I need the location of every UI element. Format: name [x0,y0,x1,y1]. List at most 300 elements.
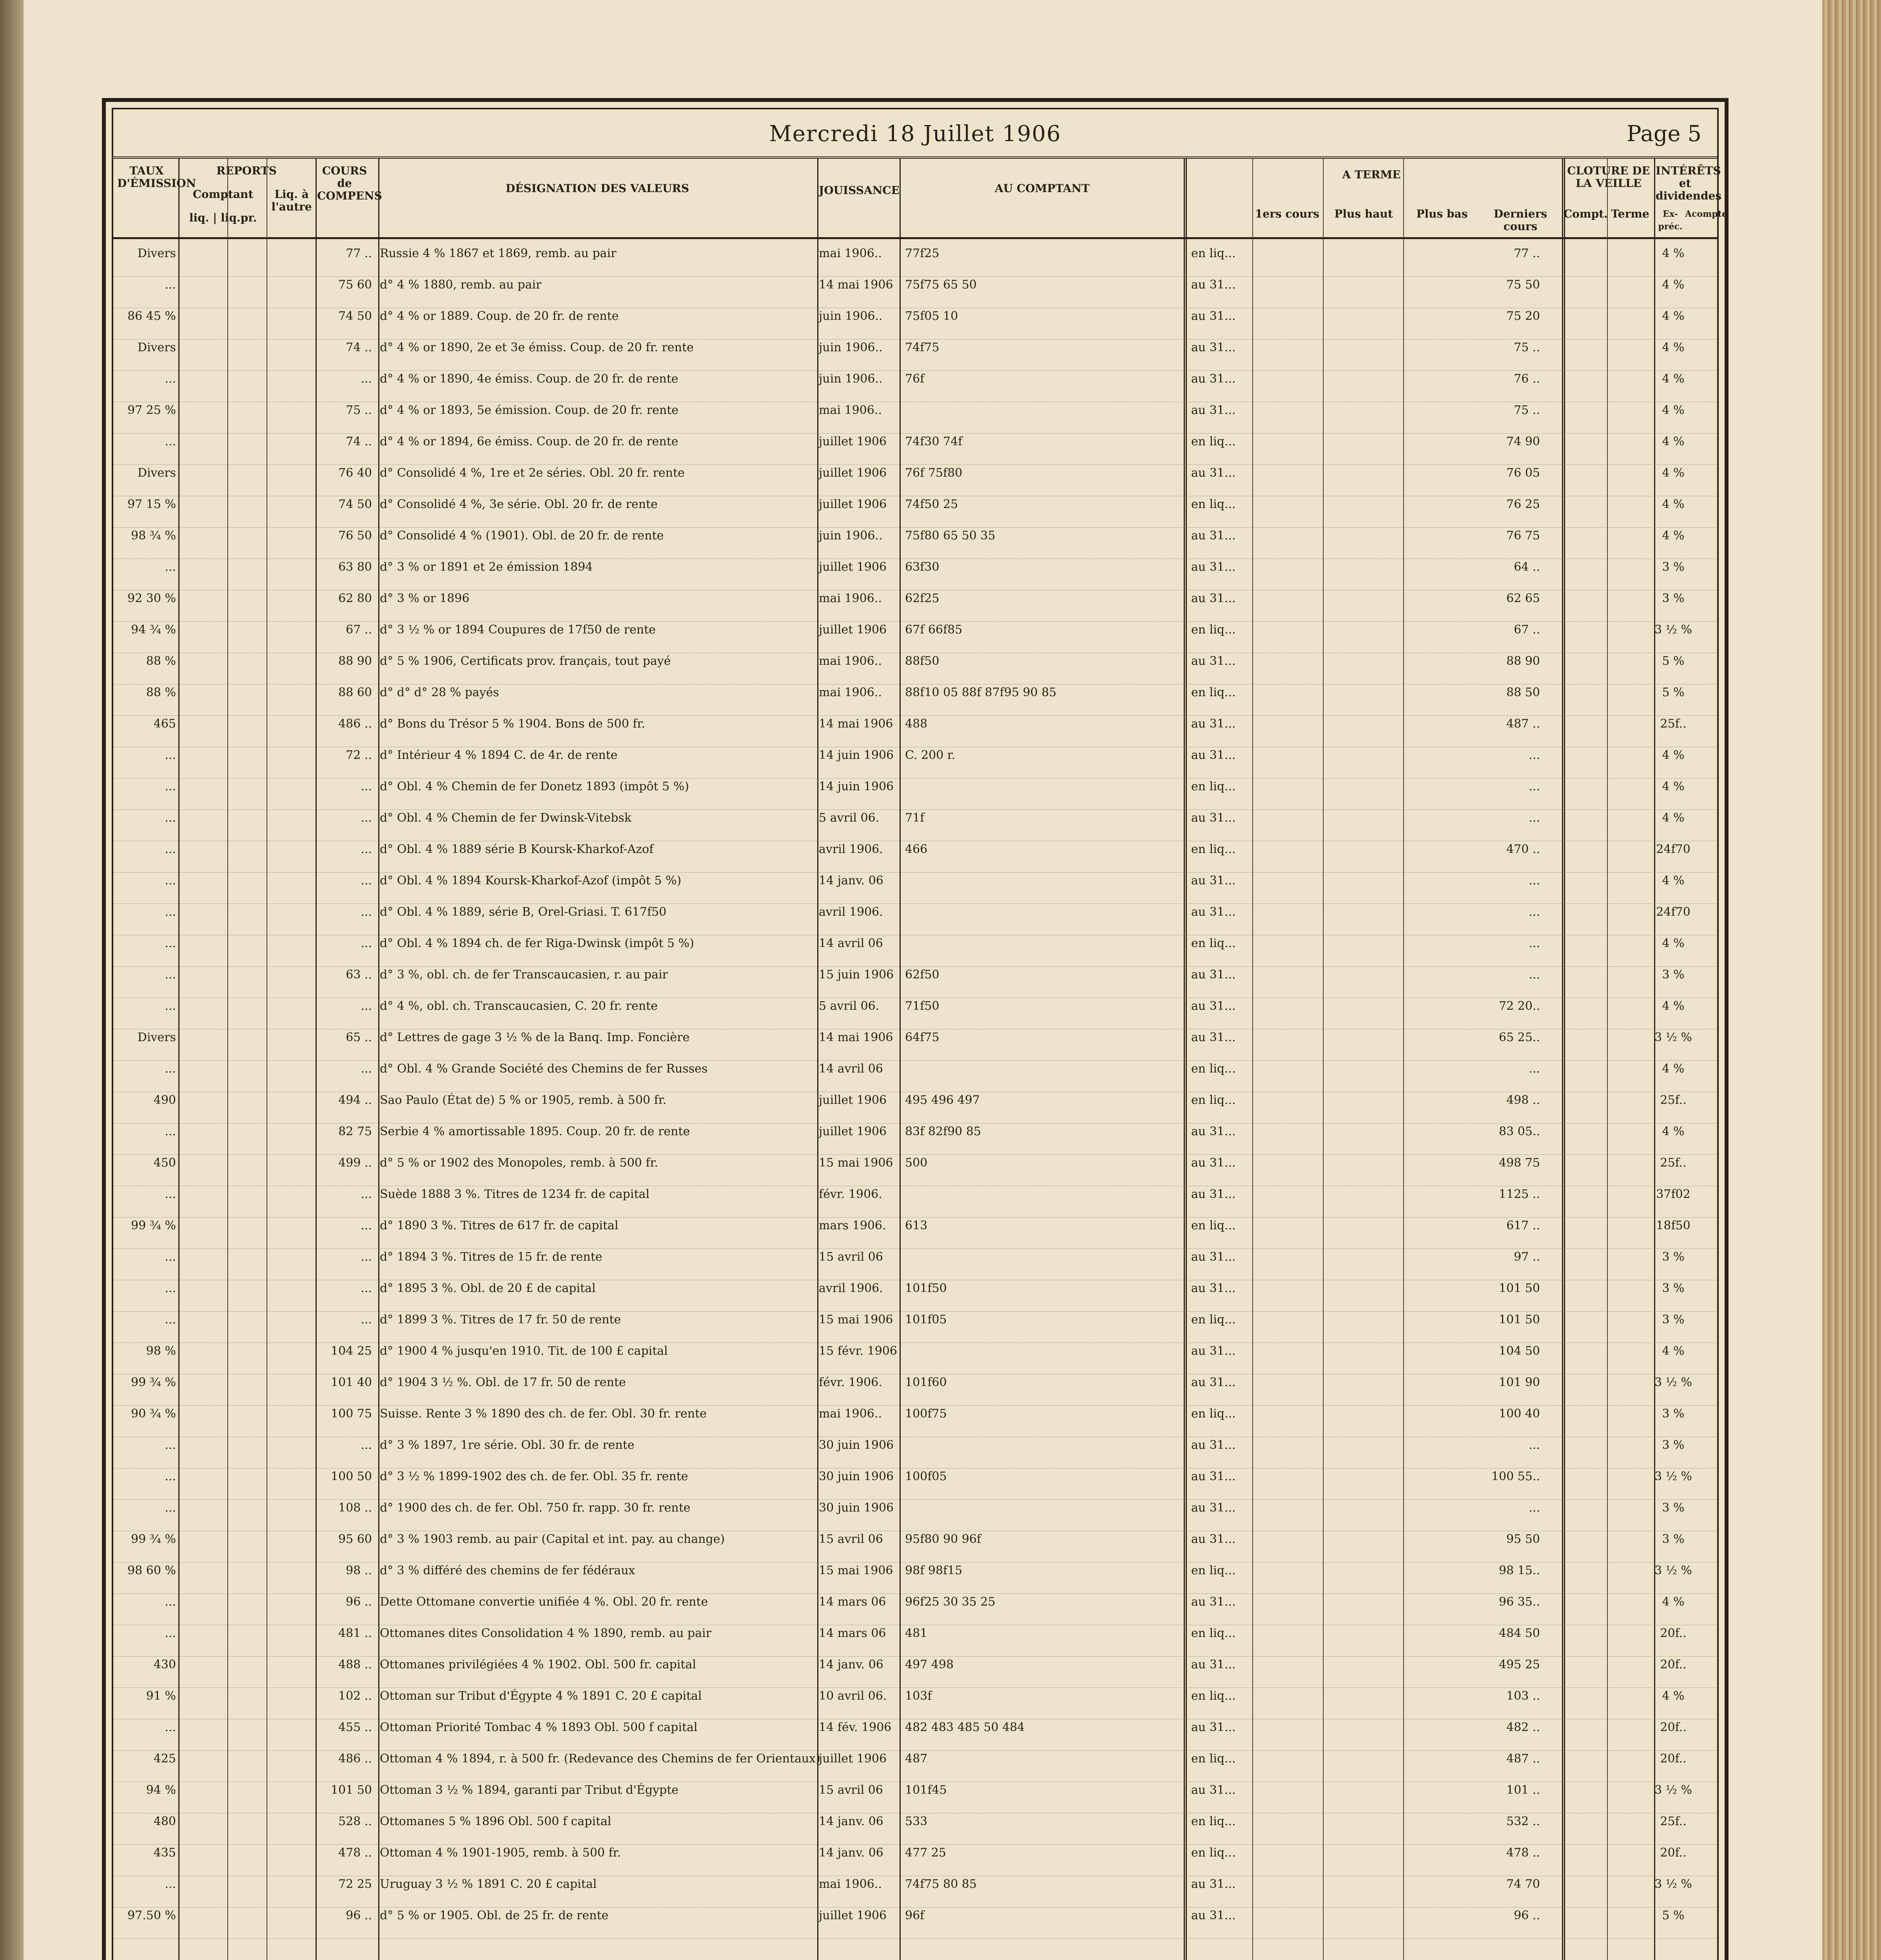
cloture-cell: 101 .. [1506,1783,1540,1797]
jouissance-cell: juillet 1906 [819,497,887,511]
cours-cell: 74 .. [346,341,372,354]
jouissance-cell: févr. 1906. [819,1376,882,1389]
interet-cell: 3 ½ % [1654,1470,1692,1483]
designation-cell: Uruguay 3 ½ % 1891 C. 20 £ capital [380,1877,597,1891]
liquidation-cell: au 31... [1191,560,1236,574]
jouissance-cell: mai 1906.. [819,654,882,668]
cours-cell: 88 90 [338,654,372,668]
interet-cell: 4 % [1662,874,1685,887]
liquidation-cell: au 31... [1191,1438,1236,1452]
jouissance-cell: 14 mars 06 [819,1626,886,1640]
cours-cell: 77 .. [346,247,372,260]
rate-cell: 86 45 % [127,309,176,323]
liquidation-cell: au 31... [1191,905,1236,919]
comptant-cell: 96f25 30 35 25 [905,1595,996,1609]
designation-cell: d° Consolidé 4 %, 1re et 2e séries. Obl. 20 fr. rente [380,466,685,480]
comptant-cell: C. 200 r. [905,748,956,762]
comptant-cell: 83f 82f90 85 [905,1125,981,1138]
liquidation-cell: en liq... [1191,1752,1236,1766]
cloture-cell: 75 20 [1506,309,1540,323]
cours-cell: 75 .. [346,403,372,417]
table-row [113,1901,1717,1939]
comptant-cell: 95f80 90 96f [905,1532,981,1546]
rate-cell: 99 ¾ % [131,1532,176,1546]
jouissance-cell: 15 avril 06 [819,1783,883,1797]
jouissance-cell: 15 mai 1906 [819,1156,893,1170]
comptant-cell: 76f 75f80 [905,466,963,480]
interet-cell: 3 % [1662,1501,1685,1515]
comptant-cell: 88f10 05 88f 87f95 90 85 [905,686,1057,699]
cloture-cell: 100 55.. [1491,1470,1540,1483]
cloture-cell: ... [1529,905,1540,919]
jouissance-cell: avril 1906. [819,1281,883,1295]
rate-cell: 94 ¾ % [131,623,176,637]
cloture-cell: 76 05 [1506,466,1540,480]
cloture-cell: 96 .. [1514,1909,1540,1922]
designation-cell: d° 4 % or 1890, 2e et 3e émiss. Coup. de 20 fr. rente [380,341,694,354]
liquidation-cell: au 31... [1191,1595,1236,1609]
jouissance-cell: 14 mai 1906 [819,1031,893,1044]
rate-cell: ... [165,1062,176,1076]
comptant-cell: 88f50 [905,654,940,668]
rate-cell: Divers [137,341,176,354]
designation-cell: d° Obl. 4 % Chemin de fer Donetz 1893 (impôt 5 %) [380,780,689,793]
liquidation-cell: en liq... [1191,1626,1236,1640]
jouissance-cell: 14 janv. 06 [819,1815,883,1828]
jouissance-cell: juin 1906.. [819,372,883,386]
interet-cell: 4 % [1662,435,1685,448]
jouissance-cell: juillet 1906 [819,1752,887,1766]
cloture-cell: 75 .. [1514,341,1540,354]
interet-cell: 20f.. [1660,1846,1687,1860]
interet-cell: 4 % [1662,780,1685,793]
cours-cell: 95 60 [338,1532,372,1546]
interet-cell: 3 ½ % [1654,623,1692,637]
liquidation-cell: au 31... [1191,654,1236,668]
designation-cell: Russie 4 % 1867 et 1869, remb. au pair [380,247,617,260]
comptant-cell: 488 [905,717,928,731]
comptant-cell: 613 [905,1219,928,1232]
cours-cell: 101 50 [331,1783,372,1797]
cloture-cell: 498 75 [1499,1156,1540,1170]
designation-cell: Ottomanes 5 % 1896 Obl. 500 f capital [380,1815,611,1828]
interet-cell: 4 % [1662,278,1685,292]
header-jouissance: JOUISSANCE [819,184,900,197]
cloture-cell: 95 50 [1506,1532,1540,1546]
cloture-cell: 484 50 [1499,1626,1540,1640]
designation-cell: d° Bons du Trésor 5 % 1904. Bons de 500 fr. [380,717,646,731]
rate-cell: ... [165,936,176,950]
liquidation-cell: au 31... [1191,529,1236,543]
comptant-cell: 98f 98f15 [905,1564,963,1577]
cours-cell: ... [361,842,372,856]
interet-cell: 5 % [1662,1909,1685,1922]
comptant-cell: 67f 66f85 [905,623,963,637]
cloture-cell: 96 35.. [1499,1595,1540,1609]
cours-cell: 494 .. [338,1093,372,1107]
jouissance-cell: 14 fév. 1906 [819,1720,892,1734]
cours-cell: 100 75 [331,1407,372,1421]
jouissance-cell: mai 1906.. [819,686,882,699]
designation-cell: d° 3 % or 1891 et 2e émission 1894 [380,560,593,574]
liquidation-cell: au 31... [1191,1658,1236,1671]
interet-cell: 4 % [1662,497,1685,511]
rate-cell: ... [165,905,176,919]
comptant-cell: 75f80 65 50 35 [905,529,996,543]
cours-cell: 101 40 [331,1376,372,1389]
liquidation-cell: au 31... [1191,592,1236,605]
jouissance-cell: 15 mai 1906 [819,1564,893,1577]
liquidation-cell: au 31... [1191,717,1236,731]
designation-cell: d° 3 %, obl. ch. de fer Transcaucasien, r. au pair [380,968,668,982]
interet-cell: 3 % [1662,968,1685,982]
designation-cell: d° 4 % or 1890, 4e émiss. Coup. de 20 fr. de rente [380,372,678,386]
designation-cell: Serbie 4 % amortissable 1895. Coup. 20 fr. de rente [380,1125,690,1138]
header-dernier-cours: Derniers cours [1493,207,1547,233]
header-reports: REPORTS [216,164,277,177]
comptant-cell: 477 25 [905,1846,946,1860]
cloture-cell: 104 50 [1499,1344,1540,1358]
liquidation-cell: au 31... [1191,811,1236,825]
rate-cell: ... [165,1501,176,1515]
cours-cell: ... [361,780,372,793]
rate-cell: ... [165,968,176,982]
liquidation-cell: en liq... [1191,1407,1236,1421]
interet-cell: 20f.. [1660,1752,1687,1766]
cloture-cell: 532 .. [1506,1815,1540,1828]
jouissance-cell: 30 juin 1906 [819,1501,894,1515]
rate-cell: 480 [153,1815,176,1828]
interet-cell: 4 % [1662,748,1685,762]
cloture-cell: 470 .. [1506,842,1540,856]
cloture-cell: ... [1529,936,1540,950]
cours-cell: 499 .. [338,1156,372,1170]
cloture-cell: 1125 .. [1499,1187,1540,1201]
rate-cell: ... [165,874,176,887]
jouissance-cell: 30 juin 1906 [819,1438,894,1452]
interet-cell: 3 % [1662,592,1685,605]
comptant-cell: 466 [905,842,928,856]
cours-cell: 88 60 [338,686,372,699]
cours-cell: ... [361,1250,372,1264]
jouissance-cell: févr. 1906. [819,1187,882,1201]
interet-cell: 3 % [1662,1250,1685,1264]
designation-cell: d° 3 ½ % or 1894 Coupures de 17f50 de rente [380,623,656,637]
jouissance-cell: 14 juin 1906 [819,780,894,793]
cours-cell: ... [361,1187,372,1201]
cours-cell: 74 50 [338,497,372,511]
designation-cell: d° 5 % or 1902 des Monopoles, remb. à 500 fr. [380,1156,658,1170]
liquidation-cell: au 31... [1191,1031,1236,1044]
header-liq-pr: liq. | liq.pr. [189,211,257,224]
designation-cell: Ottoman Priorité Tombac 4 % 1893 Obl. 500 f capital [380,1720,698,1734]
jouissance-cell: 14 janv. 06 [819,1846,883,1860]
rate-cell: 97 15 % [127,497,176,511]
cours-cell: 82 75 [338,1125,372,1138]
designation-cell: Ottomanes dites Consolidation 4 % 1890, remb. au pair [380,1626,711,1640]
comptant-cell: 495 496 497 [905,1093,980,1107]
rate-cell: ... [165,1626,176,1640]
cours-cell: 528 .. [338,1815,372,1828]
interet-cell: 5 % [1662,686,1685,699]
comptant-cell: 103f [905,1689,932,1703]
comptant-cell: 71f [905,811,925,825]
designation-cell: d° 1899 3 %. Titres de 17 fr. 50 de rente [380,1313,621,1327]
jouissance-cell: 10 avril 06. [819,1689,887,1703]
comptant-cell: 75f75 65 50 [905,278,977,292]
rate-cell: ... [165,1438,176,1452]
rate-cell: 435 [153,1846,176,1860]
header-taux: TAUX D'ÉMISSION [117,164,196,190]
interet-cell: 4 % [1662,1125,1685,1138]
binding-gutter [0,0,24,1960]
header-cours: COURS de COMPENS [317,164,382,202]
interet-cell: 3 ½ % [1654,1877,1692,1891]
cloture-cell: 64 .. [1514,560,1540,574]
cloture-cell: 487 .. [1506,717,1540,731]
rate-cell: ... [165,1187,176,1201]
cloture-cell: ... [1529,748,1540,762]
designation-cell: d° Obl. 4 % 1894 ch. de fer Riga-Dwinsk (impôt 5 %) [380,936,694,950]
header-a-terme: A TERME [1342,168,1401,181]
interet-cell: 3 % [1662,1407,1685,1421]
rate-cell: 99 ¾ % [131,1376,176,1389]
cloture-cell: 478 .. [1506,1846,1540,1860]
interet-cell: 4 % [1662,811,1685,825]
interet-cell: 4 % [1662,1344,1685,1358]
cloture-cell: 498 .. [1506,1093,1540,1107]
cloture-cell: ... [1529,1501,1540,1515]
liquidation-cell: au 31... [1191,1156,1236,1170]
designation-cell: d° 3 % 1897, 1re série. Obl. 30 fr. de rente [380,1438,635,1452]
rate-cell: Divers [137,466,176,480]
designation-cell: d° Lettres de gage 3 ½ % de la Banq. Imp. Foncière [380,1031,690,1044]
rate-cell: ... [165,1470,176,1483]
designation-cell: d° 4 % or 1893, 5e émission. Coup. de 20 fr. rente [380,403,679,417]
cours-cell: 486 .. [338,1752,372,1766]
designation-cell: d° Obl. 4 % Grande Société des Chemins de fer Russes [380,1062,708,1076]
rate-cell: 430 [153,1658,176,1671]
designation-cell: Ottomanes privilégiées 4 % 1902. Obl. 500 fr. capital [380,1658,696,1671]
interet-cell: 4 % [1662,247,1685,260]
interet-cell: 24f70 [1656,842,1691,856]
header-ex-prec: Ex-préc. [1658,209,1683,232]
cloture-cell: 76 .. [1514,372,1540,386]
cours-cell: ... [361,1438,372,1452]
interet-cell: 3 % [1662,1313,1685,1327]
rate-cell: 98 ¾ % [131,529,176,543]
interet-cell: 4 % [1662,1689,1685,1703]
comptant-cell: 76f [905,372,925,386]
rate-cell: ... [165,372,176,386]
jouissance-cell: juillet 1906 [819,435,887,448]
cloture-cell: 77 .. [1514,247,1540,260]
comptant-cell: 74f75 80 85 [905,1877,977,1891]
liquidation-cell: au 31... [1191,999,1236,1013]
comptant-cell: 101f60 [905,1376,947,1389]
liquidation-cell: en liq... [1191,1689,1236,1703]
jouissance-cell: 14 janv. 06 [819,874,883,887]
cloture-cell: 100 40 [1499,1407,1540,1421]
page-number: Page 5 [1627,121,1701,147]
interet-cell: 25f.. [1660,1156,1687,1170]
liquidation-cell: en liq... [1191,435,1236,448]
interet-cell: 20f.. [1660,1626,1687,1640]
comptant-cell: 533 [905,1815,928,1828]
jouissance-cell: juillet 1906 [819,466,887,480]
cloture-cell: ... [1529,1062,1540,1076]
interet-cell: 4 % [1662,372,1685,386]
cloture-cell: 75 .. [1514,403,1540,417]
jouissance-cell: mai 1906.. [819,247,882,260]
comptant-cell: 75f05 10 [905,309,958,323]
rate-cell: Divers [137,1031,176,1044]
comptant-cell: 487 [905,1752,928,1766]
rate-cell: 99 ¾ % [131,1219,176,1232]
comptant-cell: 77f25 [905,247,940,260]
liquidation-cell: au 31... [1191,1720,1236,1734]
designation-cell: Sao Paulo (État de) 5 % or 1905, remb. à 500 fr. [380,1093,667,1107]
header-comptant: Comptant [192,188,254,201]
cours-cell: 74 .. [346,435,372,448]
header-plus-bas: Plus bas [1416,207,1468,220]
cloture-cell: 74 90 [1506,435,1540,448]
comptant-cell: 71f50 [905,999,940,1013]
liquidation-cell: au 31... [1191,748,1236,762]
liquidation-cell: au 31... [1191,278,1236,292]
liquidation-cell: au 31... [1191,968,1236,982]
designation-cell: d° 3 % 1903 remb. au pair (Capital et int. pay. au change) [380,1532,725,1546]
rate-cell: ... [165,748,176,762]
jouissance-cell: juillet 1906 [819,1093,887,1107]
interet-cell: 4 % [1662,999,1685,1013]
designation-cell: d° Consolidé 4 %, 3e série. Obl. 20 fr. de rente [380,497,658,511]
cloture-cell: 97 .. [1514,1250,1540,1264]
comptant-cell: 74f50 25 [905,497,958,511]
jouissance-cell: 15 mai 1906 [819,1313,893,1327]
cours-cell: ... [361,1313,372,1327]
liquidation-cell: en liq... [1191,1062,1236,1076]
comptant-cell: 63f30 [905,560,940,574]
interet-cell: 3 ½ % [1654,1376,1692,1389]
rate-cell: 94 % [146,1783,176,1797]
liquidation-cell: au 31... [1191,1281,1236,1295]
liquidation-cell: au 31... [1191,1783,1236,1797]
comptant-cell: 62f50 [905,968,940,982]
jouissance-cell: 14 mai 1906 [819,717,893,731]
designation-cell: d° 4 % 1880, remb. au pair [380,278,542,292]
liquidation-cell: au 31... [1191,1376,1236,1389]
liquidation-cell: au 31... [1191,1125,1236,1138]
interet-cell: 20f.. [1660,1720,1687,1734]
cloture-cell: 101 50 [1499,1313,1540,1327]
interet-cell: 4 % [1662,1595,1685,1609]
cloture-cell: 98 15.. [1499,1564,1540,1577]
cours-cell: 67 .. [346,623,372,637]
liquidation-cell: en liq... [1191,497,1236,511]
rate-cell: ... [165,1720,176,1734]
cours-cell: 455 .. [338,1720,372,1734]
designation-cell: Suède 1888 3 %. Titres de 1234 fr. de capital [380,1187,650,1201]
cours-cell: 108 .. [338,1501,372,1515]
comptant-cell: 101f50 [905,1281,947,1295]
designation-cell: d° 4 %, obl. ch. Transcaucasien, C. 20 fr. rente [380,999,658,1013]
cloture-cell: 88 90 [1506,654,1540,668]
cours-cell: 62 80 [338,592,372,605]
liquidation-cell: en liq... [1191,1219,1236,1232]
newspaper-page [24,0,1822,1960]
rate-cell: 98 60 % [127,1564,176,1577]
quotation-table [113,239,1717,1960]
header-liq-autre: Liq. à l'autre [271,188,312,213]
interet-cell: 20f.. [1660,1658,1687,1671]
rate-cell: 88 % [146,686,176,699]
designation-cell: Suisse. Rente 3 % 1890 des ch. de fer. Obl. 30 fr. rente [380,1407,707,1421]
cloture-cell: 74 70 [1506,1877,1540,1891]
jouissance-cell: 14 juin 1906 [819,748,894,762]
designation-cell: d° 3 % différé des chemins de fer fédéraux [380,1564,635,1577]
jouissance-cell: mai 1906.. [819,403,882,417]
liquidation-cell: en liq... [1191,1846,1236,1860]
interet-cell: 3 % [1662,560,1685,574]
cours-cell: 74 50 [338,309,372,323]
interet-cell: 25f.. [1660,1093,1687,1107]
cours-cell: 65 .. [346,1031,372,1044]
jouissance-cell: 14 avril 06 [819,1062,883,1076]
liquidation-cell: au 31... [1191,341,1236,354]
designation-cell: d° 1895 3 %. Obl. de 20 £ de capital [380,1281,596,1295]
rate-cell: ... [165,999,176,1013]
cloture-cell: ... [1529,968,1540,982]
cloture-cell: 65 25.. [1499,1031,1540,1044]
cloture-cell: 101 50 [1499,1281,1540,1295]
designation-cell: d° Consolidé 4 % (1901). Obl. de 20 fr. de rente [380,529,664,543]
interet-cell: 4 % [1662,466,1685,480]
header-au-comptant: AU COMPTANT [994,182,1090,195]
jouissance-cell: 15 avril 06 [819,1532,883,1546]
comptant-cell: 62f25 [905,592,940,605]
liquidation-cell: au 31... [1191,1344,1236,1358]
interet-cell: 3 ½ % [1654,1564,1692,1577]
liquidation-cell: au 31... [1191,309,1236,323]
page-header [113,109,1717,159]
cloture-cell: 101 90 [1499,1376,1540,1389]
designation-cell: d° 4 % or 1894, 6e émiss. Coup. de 20 fr. de rente [380,435,678,448]
liquidation-cell: en liq... [1191,1564,1236,1577]
rate-cell: 92 30 % [127,592,176,605]
liquidation-cell: en liq... [1191,1093,1236,1107]
rate-cell: 97.50 % [127,1909,176,1922]
jouissance-cell: juillet 1906 [819,560,887,574]
rate-cell: ... [165,811,176,825]
comptant-cell: 482 483 485 50 484 [905,1720,1025,1734]
comptant-cell: 497 498 [905,1658,954,1671]
interet-cell: 4 % [1662,1062,1685,1076]
jouissance-cell: 14 janv. 06 [819,1658,883,1671]
designation-cell: d° 3 % or 1896 [380,592,470,605]
designation-cell: d° Obl. 4 % 1894 Koursk-Kharkof-Azof (impôt 5 %) [380,874,682,887]
cloture-cell: 62 65 [1506,592,1540,605]
liquidation-cell: au 31... [1191,1250,1236,1264]
designation-cell: d° Obl. 4 % 1889, série B, Orel-Griasi. T. 617f50 [380,905,667,919]
jouissance-cell: juin 1906.. [819,309,883,323]
header-designation: DÉSIGNATION DES VALEURS [505,182,689,195]
cloture-cell: 83 05.. [1499,1125,1540,1138]
jouissance-cell: avril 1906. [819,905,883,919]
cloture-cell: ... [1529,811,1540,825]
cours-cell: ... [361,874,372,887]
page-date: Mercredi 18 Juillet 1906 [769,121,1061,147]
